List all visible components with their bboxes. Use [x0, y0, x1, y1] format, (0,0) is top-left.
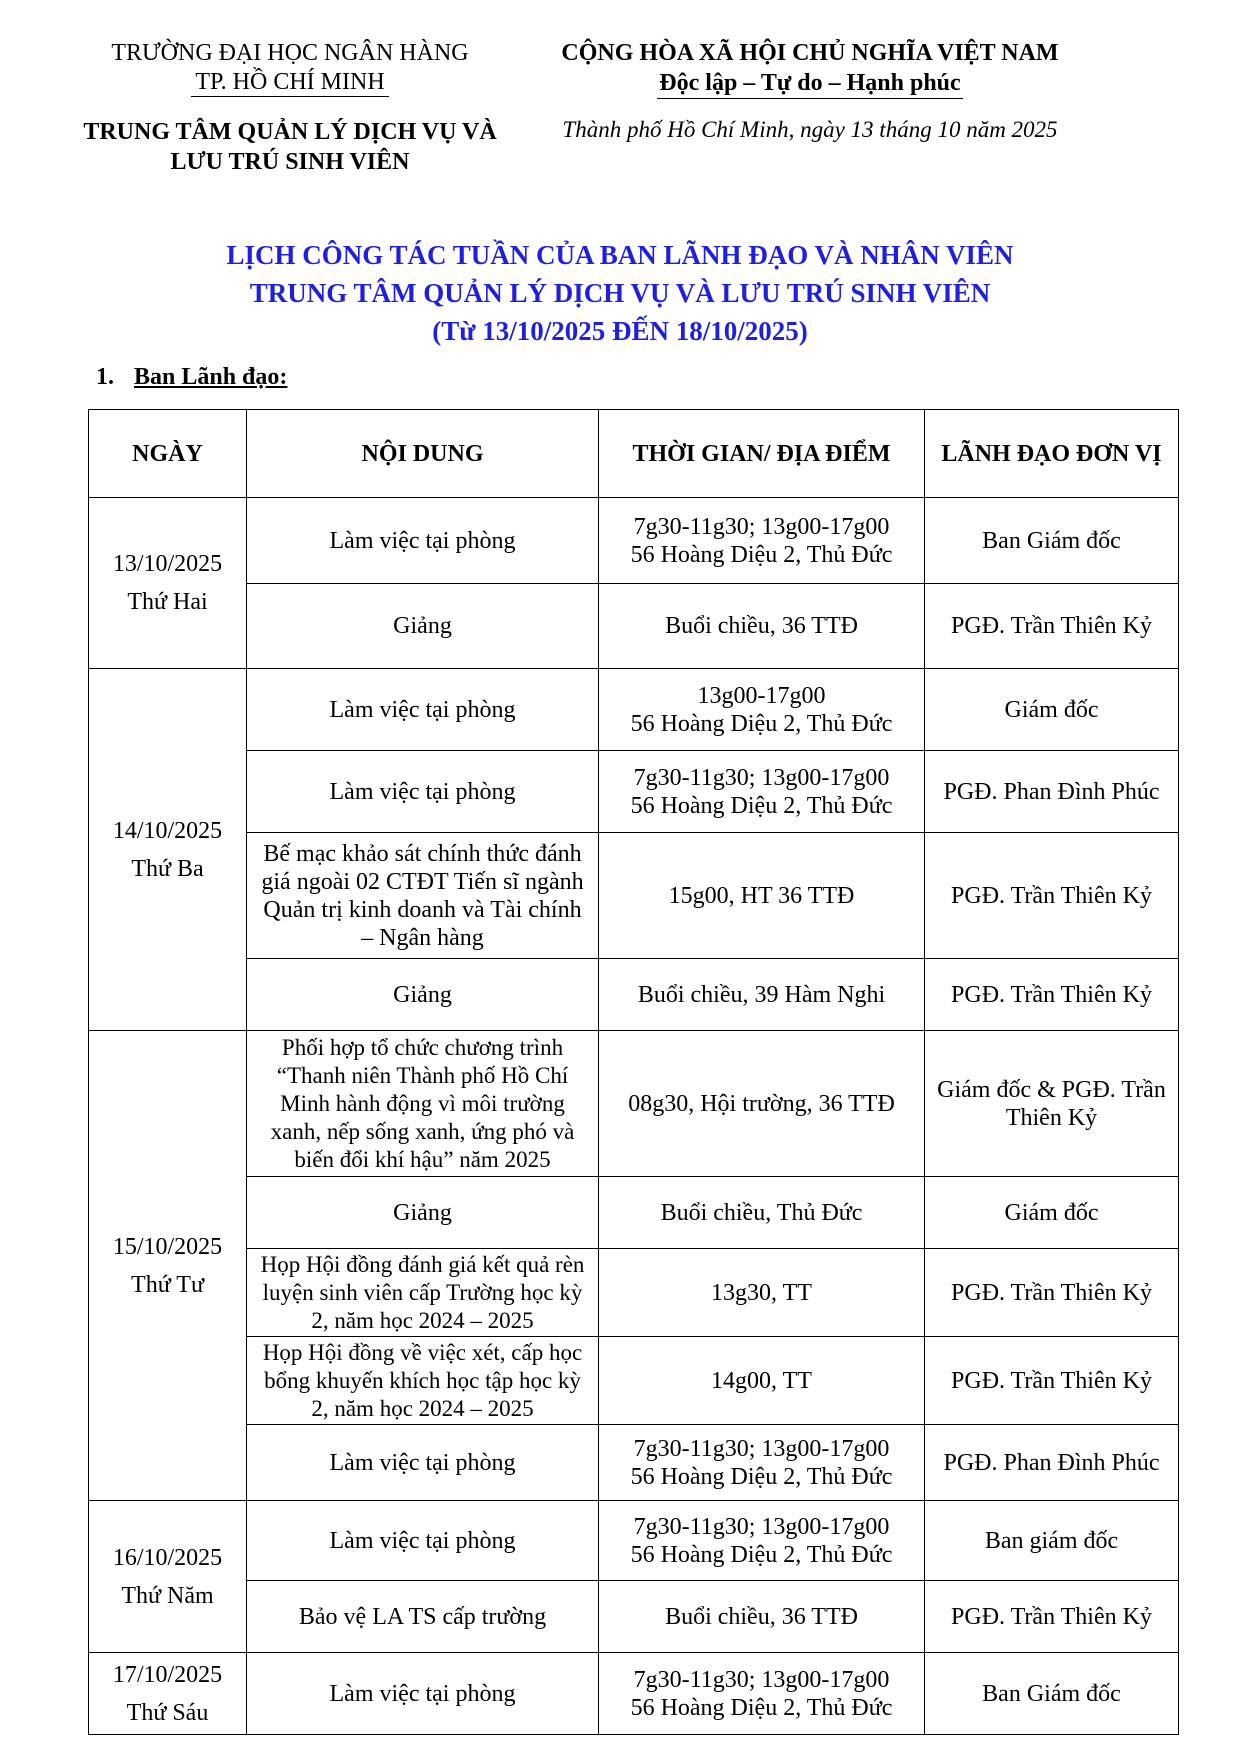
- time-cell: 14g00, TT: [599, 1337, 925, 1425]
- leader-cell: PGĐ. Phan Đình Phúc: [925, 751, 1179, 833]
- day-cell: 15/10/2025 Thứ Tư: [89, 1031, 247, 1501]
- leader-cell: PGĐ. Trần Thiên Kỷ: [925, 1249, 1179, 1337]
- table-row: [89, 1249, 1179, 1337]
- content-cell: Làm việc tại phòng: [247, 751, 599, 833]
- content-cell: Làm việc tại phòng: [247, 498, 599, 584]
- header-time: THỜI GIAN/ ĐỊA ĐIỂM: [599, 410, 925, 498]
- leader-cell: PGĐ. Trần Thiên Kỷ: [925, 1581, 1179, 1653]
- table-row: [89, 1425, 1179, 1501]
- time-cell: 08g30, Hội trường, 36 TTĐ: [599, 1031, 925, 1177]
- content-cell: Giảng: [247, 959, 599, 1031]
- leader-cell: PGĐ. Trần Thiên Kỷ: [925, 1337, 1179, 1425]
- national-title: CỘNG HÒA XÃ HỘI CHỦ NGHĨA VIỆT NAM: [561, 40, 1059, 66]
- university-name: TRƯỜNG ĐẠI HỌC NGÂN HÀNG: [111, 40, 469, 66]
- table-row: [89, 1337, 1179, 1425]
- content-cell: Họp Hội đồng đánh giá kết quả rèn luyện sinh viên cấp Trường học kỳ 2, năm học 2024 – 2025: [247, 1249, 599, 1337]
- time-cell: 7g30-11g30; 13g00-17g00 56 Hoàng Diệu 2, Thủ Đức: [599, 1653, 925, 1735]
- time-cell: Buổi chiều, 36 TTĐ: [599, 1581, 925, 1653]
- header-day: NGÀY: [89, 410, 247, 498]
- table-row: [89, 1581, 1179, 1653]
- content-cell: Làm việc tại phòng: [247, 669, 599, 751]
- time-cell: 15g00, HT 36 TTĐ: [599, 833, 925, 959]
- table-row: [89, 584, 1179, 669]
- schedule-table: [88, 409, 1179, 1735]
- time-cell: 7g30-11g30; 13g00-17g00 56 Hoàng Diệu 2, Thủ Đức: [599, 1501, 925, 1581]
- day-cell: 14/10/2025 Thứ Ba: [89, 669, 247, 1031]
- header-content: NỘI DUNG: [247, 410, 599, 498]
- leader-cell: PGĐ. Trần Thiên Kỷ: [925, 959, 1179, 1031]
- header-left: [40, 38, 540, 177]
- center-name: TRUNG TÂM QUẢN LÝ DỊCH VỤ VÀ LƯU TRÚ SINH VIÊN: [83, 119, 497, 175]
- table-row: [89, 751, 1179, 833]
- day-cell: 17/10/2025 Thứ Sáu: [89, 1653, 247, 1735]
- table-row: [89, 1177, 1179, 1249]
- table-row: [89, 1653, 1179, 1735]
- table-row: [89, 833, 1179, 959]
- leader-cell: Giám đốc: [925, 669, 1179, 751]
- time-cell: 13g00-17g00 56 Hoàng Diệu 2, Thủ Đức: [599, 669, 925, 751]
- document-date: Thành phố Hồ Chí Minh, ngày 13 tháng 10 năm 2025: [562, 117, 1058, 142]
- table-row: [89, 1031, 1179, 1177]
- section-heading: 1. Ban Lãnh đạo:: [96, 364, 288, 390]
- time-cell: Buổi chiều, 39 Hàm Nghi: [599, 959, 925, 1031]
- day-cell: 13/10/2025 Thứ Hai: [89, 498, 247, 669]
- table-row: [89, 959, 1179, 1031]
- table-row: [89, 1501, 1179, 1581]
- leader-cell: Ban Giám đốc: [925, 1653, 1179, 1735]
- content-cell: Làm việc tại phòng: [247, 1653, 599, 1735]
- time-cell: 7g30-11g30; 13g00-17g00 56 Hoàng Diệu 2, Thủ Đức: [599, 751, 925, 833]
- national-motto: Độc lập – Tự do – Hạnh phúc: [657, 68, 962, 99]
- leader-cell: PGĐ. Trần Thiên Kỷ: [925, 833, 1179, 959]
- university-city: TP. HỒ CHÍ MINH: [191, 68, 388, 97]
- content-cell: Phối hợp tổ chức chương trình “Thanh niên Thành phố Hồ Chí Minh hành động vì môi trường xanh, nếp sống xanh, ứng phó và biến đổi khí hậu” năm 2025: [247, 1031, 599, 1177]
- leader-cell: Giám đốc & PGĐ. Trần Thiên Kỷ: [925, 1031, 1179, 1177]
- content-cell: Làm việc tại phòng: [247, 1501, 599, 1581]
- content-cell: Bảo vệ LA TS cấp trường: [247, 1581, 599, 1653]
- leader-cell: Ban Giám đốc: [925, 498, 1179, 584]
- content-cell: Họp Hội đồng về việc xét, cấp học bổng khuyến khích học tập học kỳ 2, năm học 2024 – 2025: [247, 1337, 599, 1425]
- leader-cell: PGĐ. Trần Thiên Kỷ: [925, 584, 1179, 669]
- table-header-row: [89, 410, 1179, 498]
- header-right: [540, 38, 1080, 145]
- schedule-title: LỊCH CÔNG TÁC TUẦN CỦA BAN LÃNH ĐẠO VÀ NHÂN VIÊN TRUNG TÂM QUẢN LÝ DỊCH VỤ VÀ LƯU TRÚ SINH VIÊN (Từ 13/10/2025 ĐẾN 18/10/2025): [226, 240, 1014, 346]
- leader-cell: Ban giám đốc: [925, 1501, 1179, 1581]
- header-leader: LÃNH ĐẠO ĐƠN VỊ: [925, 410, 1179, 498]
- time-cell: 7g30-11g30; 13g00-17g00 56 Hoàng Diệu 2, Thủ Đức: [599, 498, 925, 584]
- content-cell: Giảng: [247, 584, 599, 669]
- content-cell: Làm việc tại phòng: [247, 1425, 599, 1501]
- time-cell: 7g30-11g30; 13g00-17g00 56 Hoàng Diệu 2, Thủ Đức: [599, 1425, 925, 1501]
- table-row: [89, 669, 1179, 751]
- table-row: [89, 498, 1179, 584]
- leader-cell: PGĐ. Phan Đình Phúc: [925, 1425, 1179, 1501]
- day-cell: 16/10/2025 Thứ Năm: [89, 1501, 247, 1653]
- content-cell: Giảng: [247, 1177, 599, 1249]
- leader-cell: Giám đốc: [925, 1177, 1179, 1249]
- time-cell: Buổi chiều, Thủ Đức: [599, 1177, 925, 1249]
- content-cell: Bế mạc khảo sát chính thức đánh giá ngoài 02 CTĐT Tiến sĩ ngành Quản trị kinh doanh và Tài chính – Ngân hàng: [247, 833, 599, 959]
- time-cell: 13g30, TT: [599, 1249, 925, 1337]
- time-cell: Buổi chiều, 36 TTĐ: [599, 584, 925, 669]
